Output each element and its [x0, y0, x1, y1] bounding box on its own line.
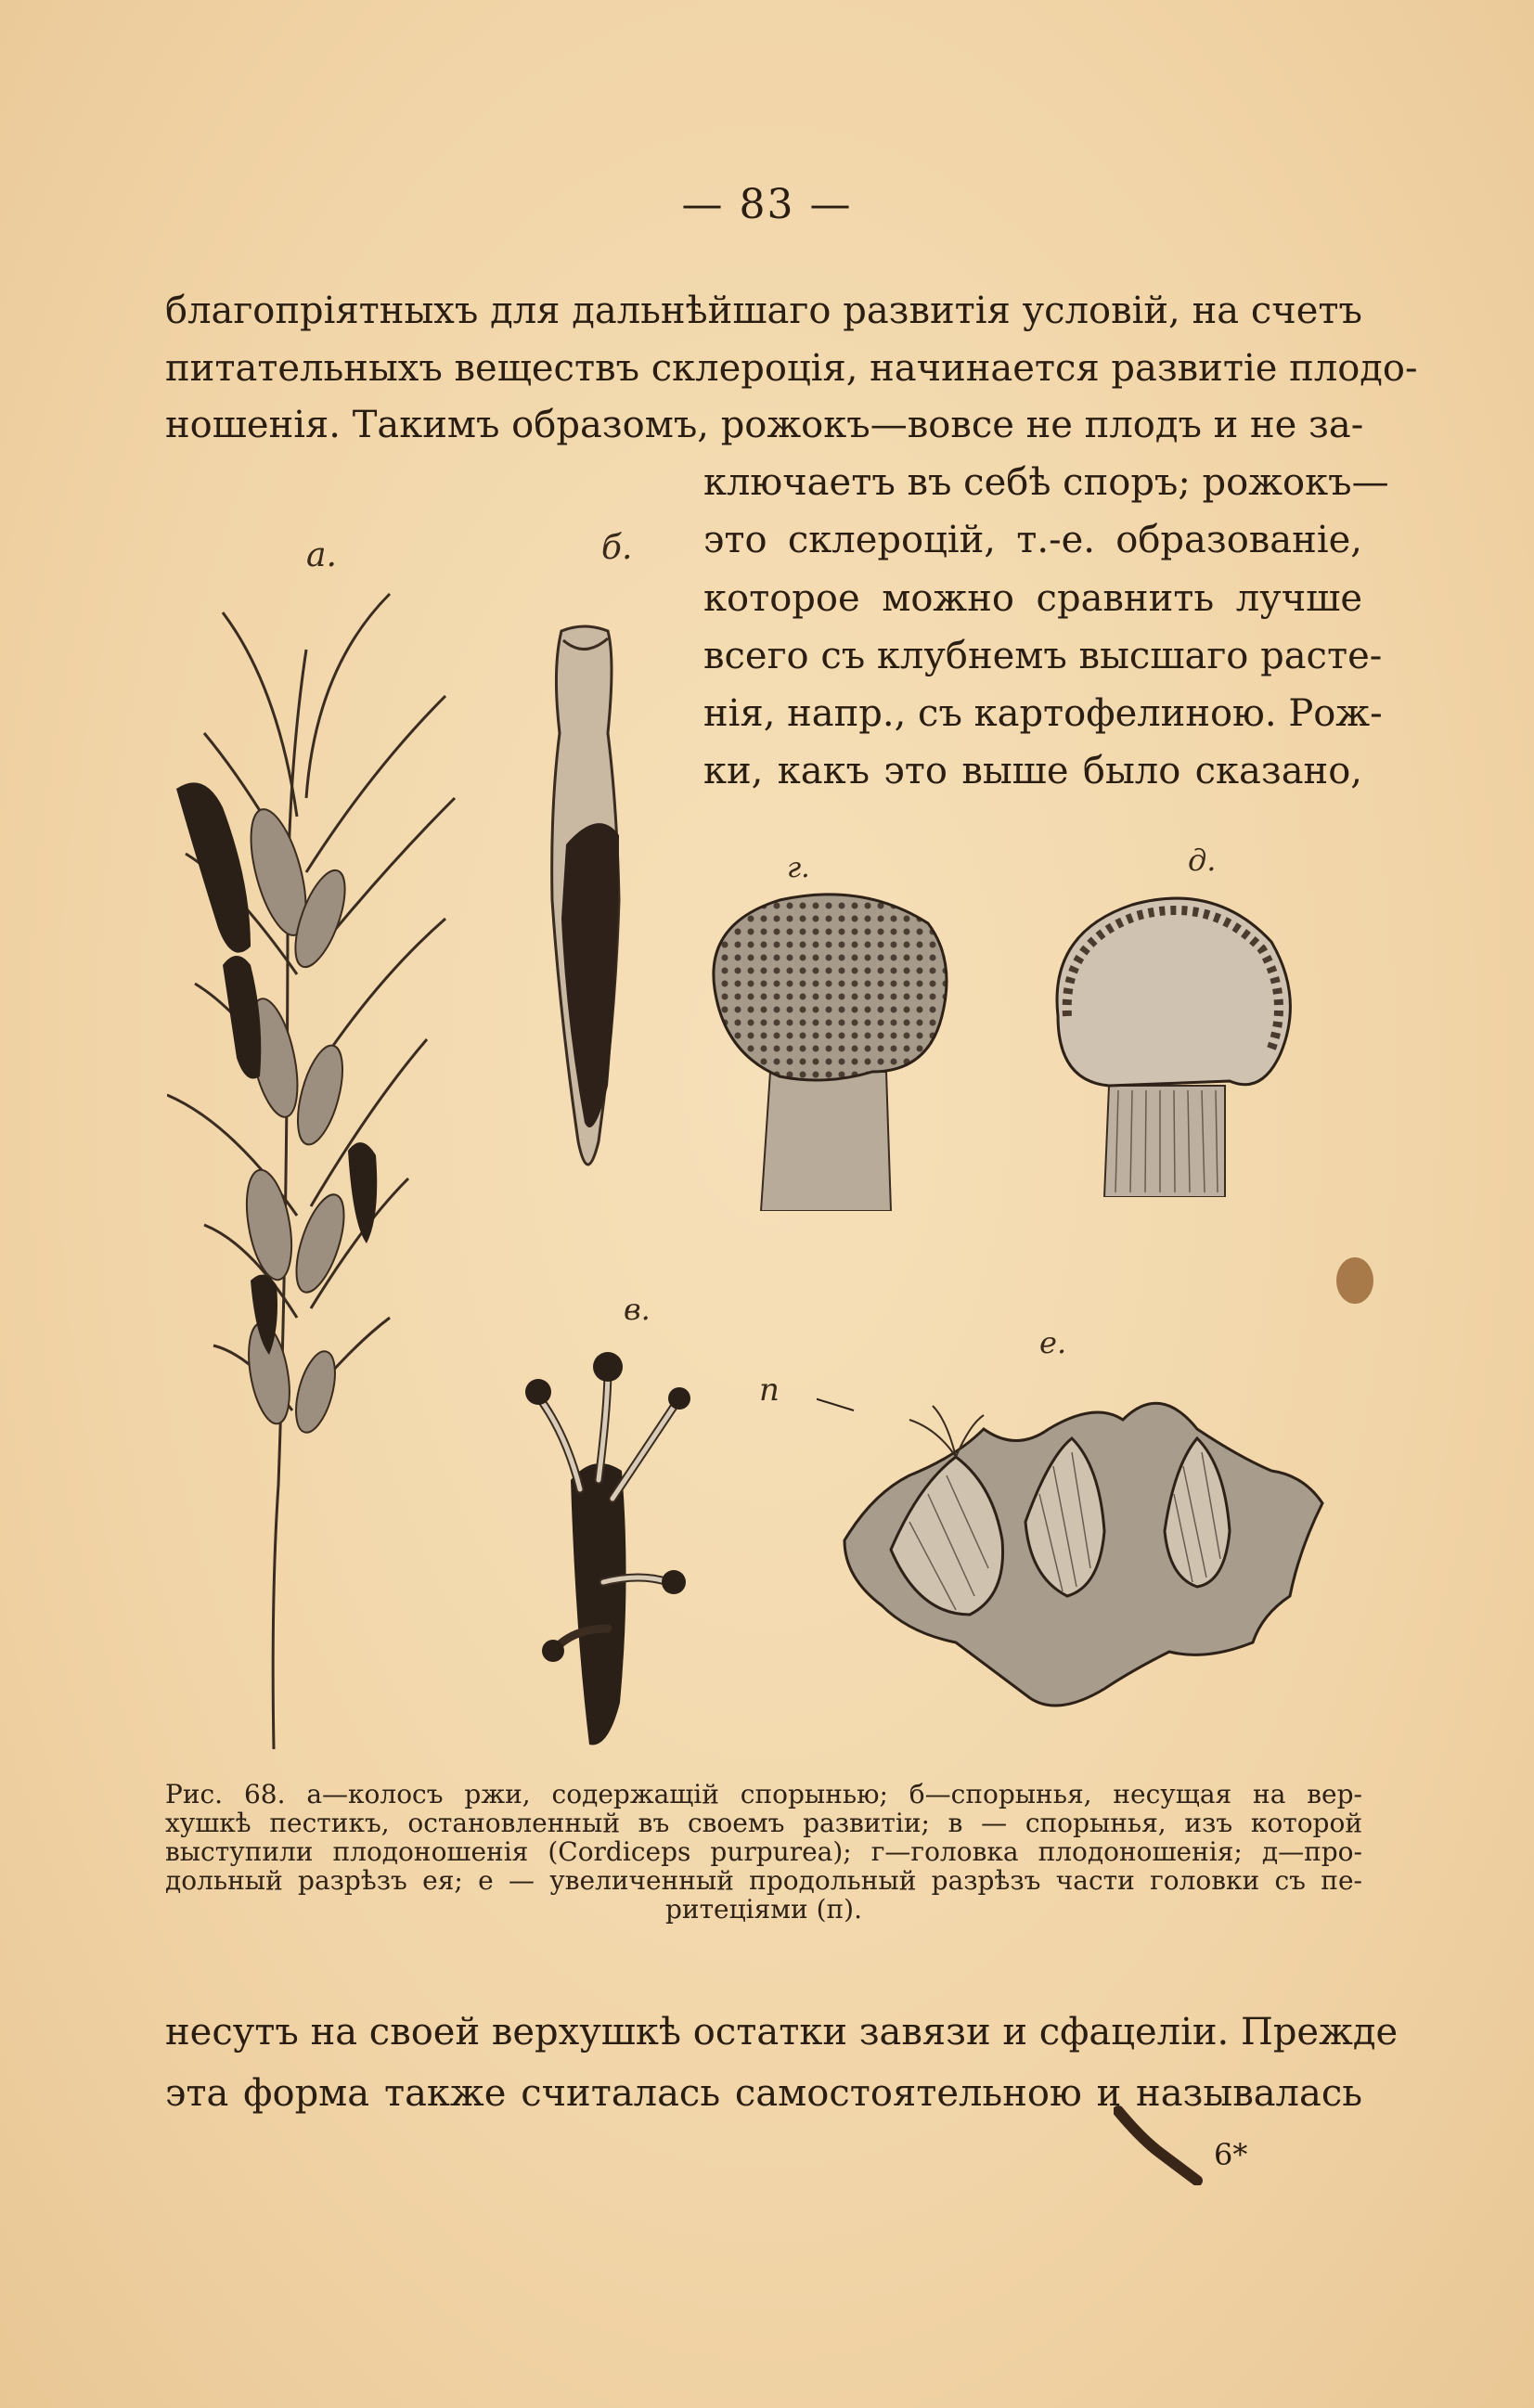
figure-label-e: е. — [1039, 1325, 1067, 1360]
page-number: — 83 — — [681, 181, 853, 228]
paper-stain — [1336, 1257, 1373, 1304]
figure-label-d: д. — [1188, 843, 1217, 878]
rye-ear-illustration — [167, 575, 483, 1754]
text-line: ключаетъ въ себѣ споръ; рожокъ— — [703, 461, 1389, 504]
figure-label-g: г. — [787, 852, 810, 884]
perithecia-section-illustration — [817, 1383, 1332, 1717]
text-line: несутъ на своей верхушкѣ остатки завязи и сфацеліи. Прежде — [165, 2011, 1399, 2054]
fruiting-head-illustration — [705, 886, 951, 1211]
ergot-fruiting-bodies-illustration — [520, 1350, 701, 1749]
ergot-sclerotium-illustration — [543, 622, 631, 1188]
text-line: которое можно сравнить лучше — [703, 577, 1362, 620]
text-line: эта форма также считалась самостоятельною и называлась — [165, 2072, 1362, 2115]
caption-line: хушкѣ пестикъ, остановленный въ своемъ развитіи; в — спорынья, изъ которой — [165, 1808, 1362, 1838]
caption-line: выступили плодоношенія (Cordiceps purpurea); г—головка плодоношенія; д—про- — [165, 1836, 1362, 1867]
paper-scratch — [1114, 2102, 1206, 2185]
figure-label-n: п — [759, 1371, 780, 1409]
text-line: питательныхъ веществъ склероція, начинается развитіе плодо- — [165, 347, 1418, 390]
text-line: благопріятныхъ для дальнѣйшаго развитія условій, на счетъ — [165, 290, 1362, 332]
figure-label-a: а. — [306, 536, 337, 574]
caption-line: ритеціями (п). — [664, 1894, 863, 1925]
text-line: это склероцій, т.-е. образованіе, — [703, 519, 1362, 561]
text-line: ношенія. Такимъ образомъ, рожокъ—вовсе не плодъ и не за- — [165, 404, 1364, 446]
caption-line: Рис. 68. а—колосъ ржи, содержащій спорынью; б—спорынья, несущая на вер- — [165, 1779, 1362, 1809]
head-section-illustration — [1039, 886, 1299, 1197]
text-line: ки, какъ это выше было сказано, — [703, 750, 1362, 792]
figure-label-b: б. — [601, 529, 633, 567]
text-line: всего съ клубнемъ высшаго расте- — [703, 635, 1383, 677]
caption-line: дольный разрѣзъ ея; е — увеличенный продольный разрѣзъ части головки съ пе- — [165, 1865, 1362, 1896]
signature-mark: 6* — [1214, 2137, 1248, 2172]
figure-caption — [165, 1780, 1362, 1924]
figure-label-v: в. — [624, 1292, 651, 1327]
text-line: нія, напр., съ картофелиною. Рож- — [703, 692, 1383, 735]
